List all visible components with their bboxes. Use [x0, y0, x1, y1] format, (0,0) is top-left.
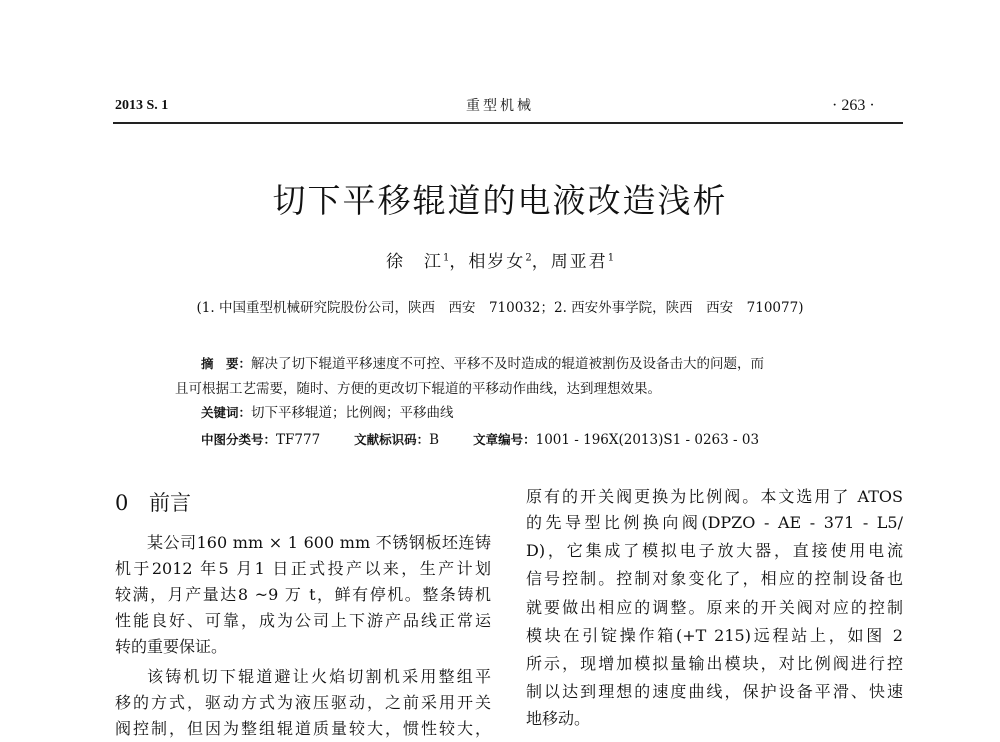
- article-title: 切下平移辊道的电液改造浅析: [272, 181, 728, 220]
- author-affiliation-mark: 2: [525, 252, 532, 264]
- header-rule: [113, 122, 903, 124]
- abstract-text: 解决了切下辊道平移速度不可控、平移不及时造成的辊道被割伤及设备击大的问题，而: [251, 356, 765, 372]
- clc-label: 中图分类号：: [201, 432, 277, 447]
- keywords: [201, 403, 454, 423]
- author-list: [0, 250, 1000, 274]
- body-line: 机于2012 年5 月1 日正式投产以来，生产计划: [115, 559, 491, 578]
- body-line: 的先导型比例换向阀(DPZO - AE - 371 - L5/: [526, 513, 903, 532]
- affiliations: (1. 中国重型机械研究院股份公司，陕西 西安 710032；2. 西安外事学院，陕西 西安 710077): [196, 300, 804, 316]
- keywords-text: 切下平移辊道；比例阀；平移曲线: [251, 405, 454, 421]
- body-line: 较满，月产量达8 ~9 万 t，鲜有停机。整条铸机: [115, 585, 491, 604]
- header-journal: 重型机械: [466, 98, 534, 114]
- classification-line: [201, 430, 759, 450]
- author-name: 徐 江: [385, 252, 443, 272]
- doc-code-label: 文献标识码：: [354, 432, 430, 447]
- body-line: 移的方式，驱动方式为液压驱动，之前采用开关: [115, 693, 491, 712]
- body-line: 信号控制。控制对象变化了，相应的控制设备也: [526, 569, 903, 588]
- body-line: 性能良好、可靠，成为公司上下游产品线正常运: [115, 611, 491, 630]
- abstract-line-2: 且可根据工艺需要，随时、方便的更改切下辊道的平移动作曲线，达到理想效果。: [175, 381, 661, 397]
- body-line: 就要做出相应的调整。原来的开关阀对应的控制: [526, 598, 903, 617]
- body-line: 模块在引锭操作箱(+T 215)远程站上，如图 2: [526, 626, 903, 645]
- author-separator: ，: [531, 252, 551, 272]
- body-line: 原有的开关阀更换为比例阀。本文选用了 ATOS: [526, 487, 903, 506]
- author-name: 周亚君: [550, 252, 608, 272]
- body-line: 某公司160 mm × 1 600 mm 不锈钢板坯连铸: [147, 533, 491, 552]
- body-line: 该铸机切下辊道避让火焰切割机采用整组平: [147, 667, 491, 686]
- section-number: 0: [115, 491, 129, 515]
- doc-code: B: [429, 432, 440, 448]
- body-line: 所示，现增加模拟量输出模块，对比例阀进行控: [526, 654, 903, 673]
- header-page-number: · 263 ·: [832, 97, 875, 114]
- article-number-label: 文章编号：: [473, 432, 536, 447]
- body-line: 制以达到理想的速度曲线，保护设备平滑、快速: [526, 682, 903, 701]
- author-affiliation-mark: 1: [607, 252, 615, 264]
- body-line: 地移动。: [526, 709, 591, 728]
- keywords-label: 关键词：: [201, 405, 252, 420]
- body-line: 转的重要保证。: [115, 637, 228, 656]
- author-name: 相岁女: [468, 252, 526, 272]
- clc-number: TF777: [276, 432, 321, 448]
- abstract-line-1: [201, 354, 764, 374]
- section-title: 前言: [149, 491, 191, 515]
- article-number: 1001 - 196X(2013)S1 - 0263 - 03: [535, 432, 760, 448]
- body-line: 阀控制，但因为整组辊道质量较大，惯性较大，: [115, 719, 491, 738]
- abstract-label: 摘 要：: [201, 356, 252, 371]
- author-affiliation-mark: 1: [442, 252, 450, 264]
- body-line: D)，它集成了模拟电子放大器，直接使用电流: [526, 541, 903, 560]
- section-heading: [115, 489, 191, 517]
- author-separator: ，: [449, 252, 469, 272]
- header-issue: 2013 S. 1: [115, 98, 169, 113]
